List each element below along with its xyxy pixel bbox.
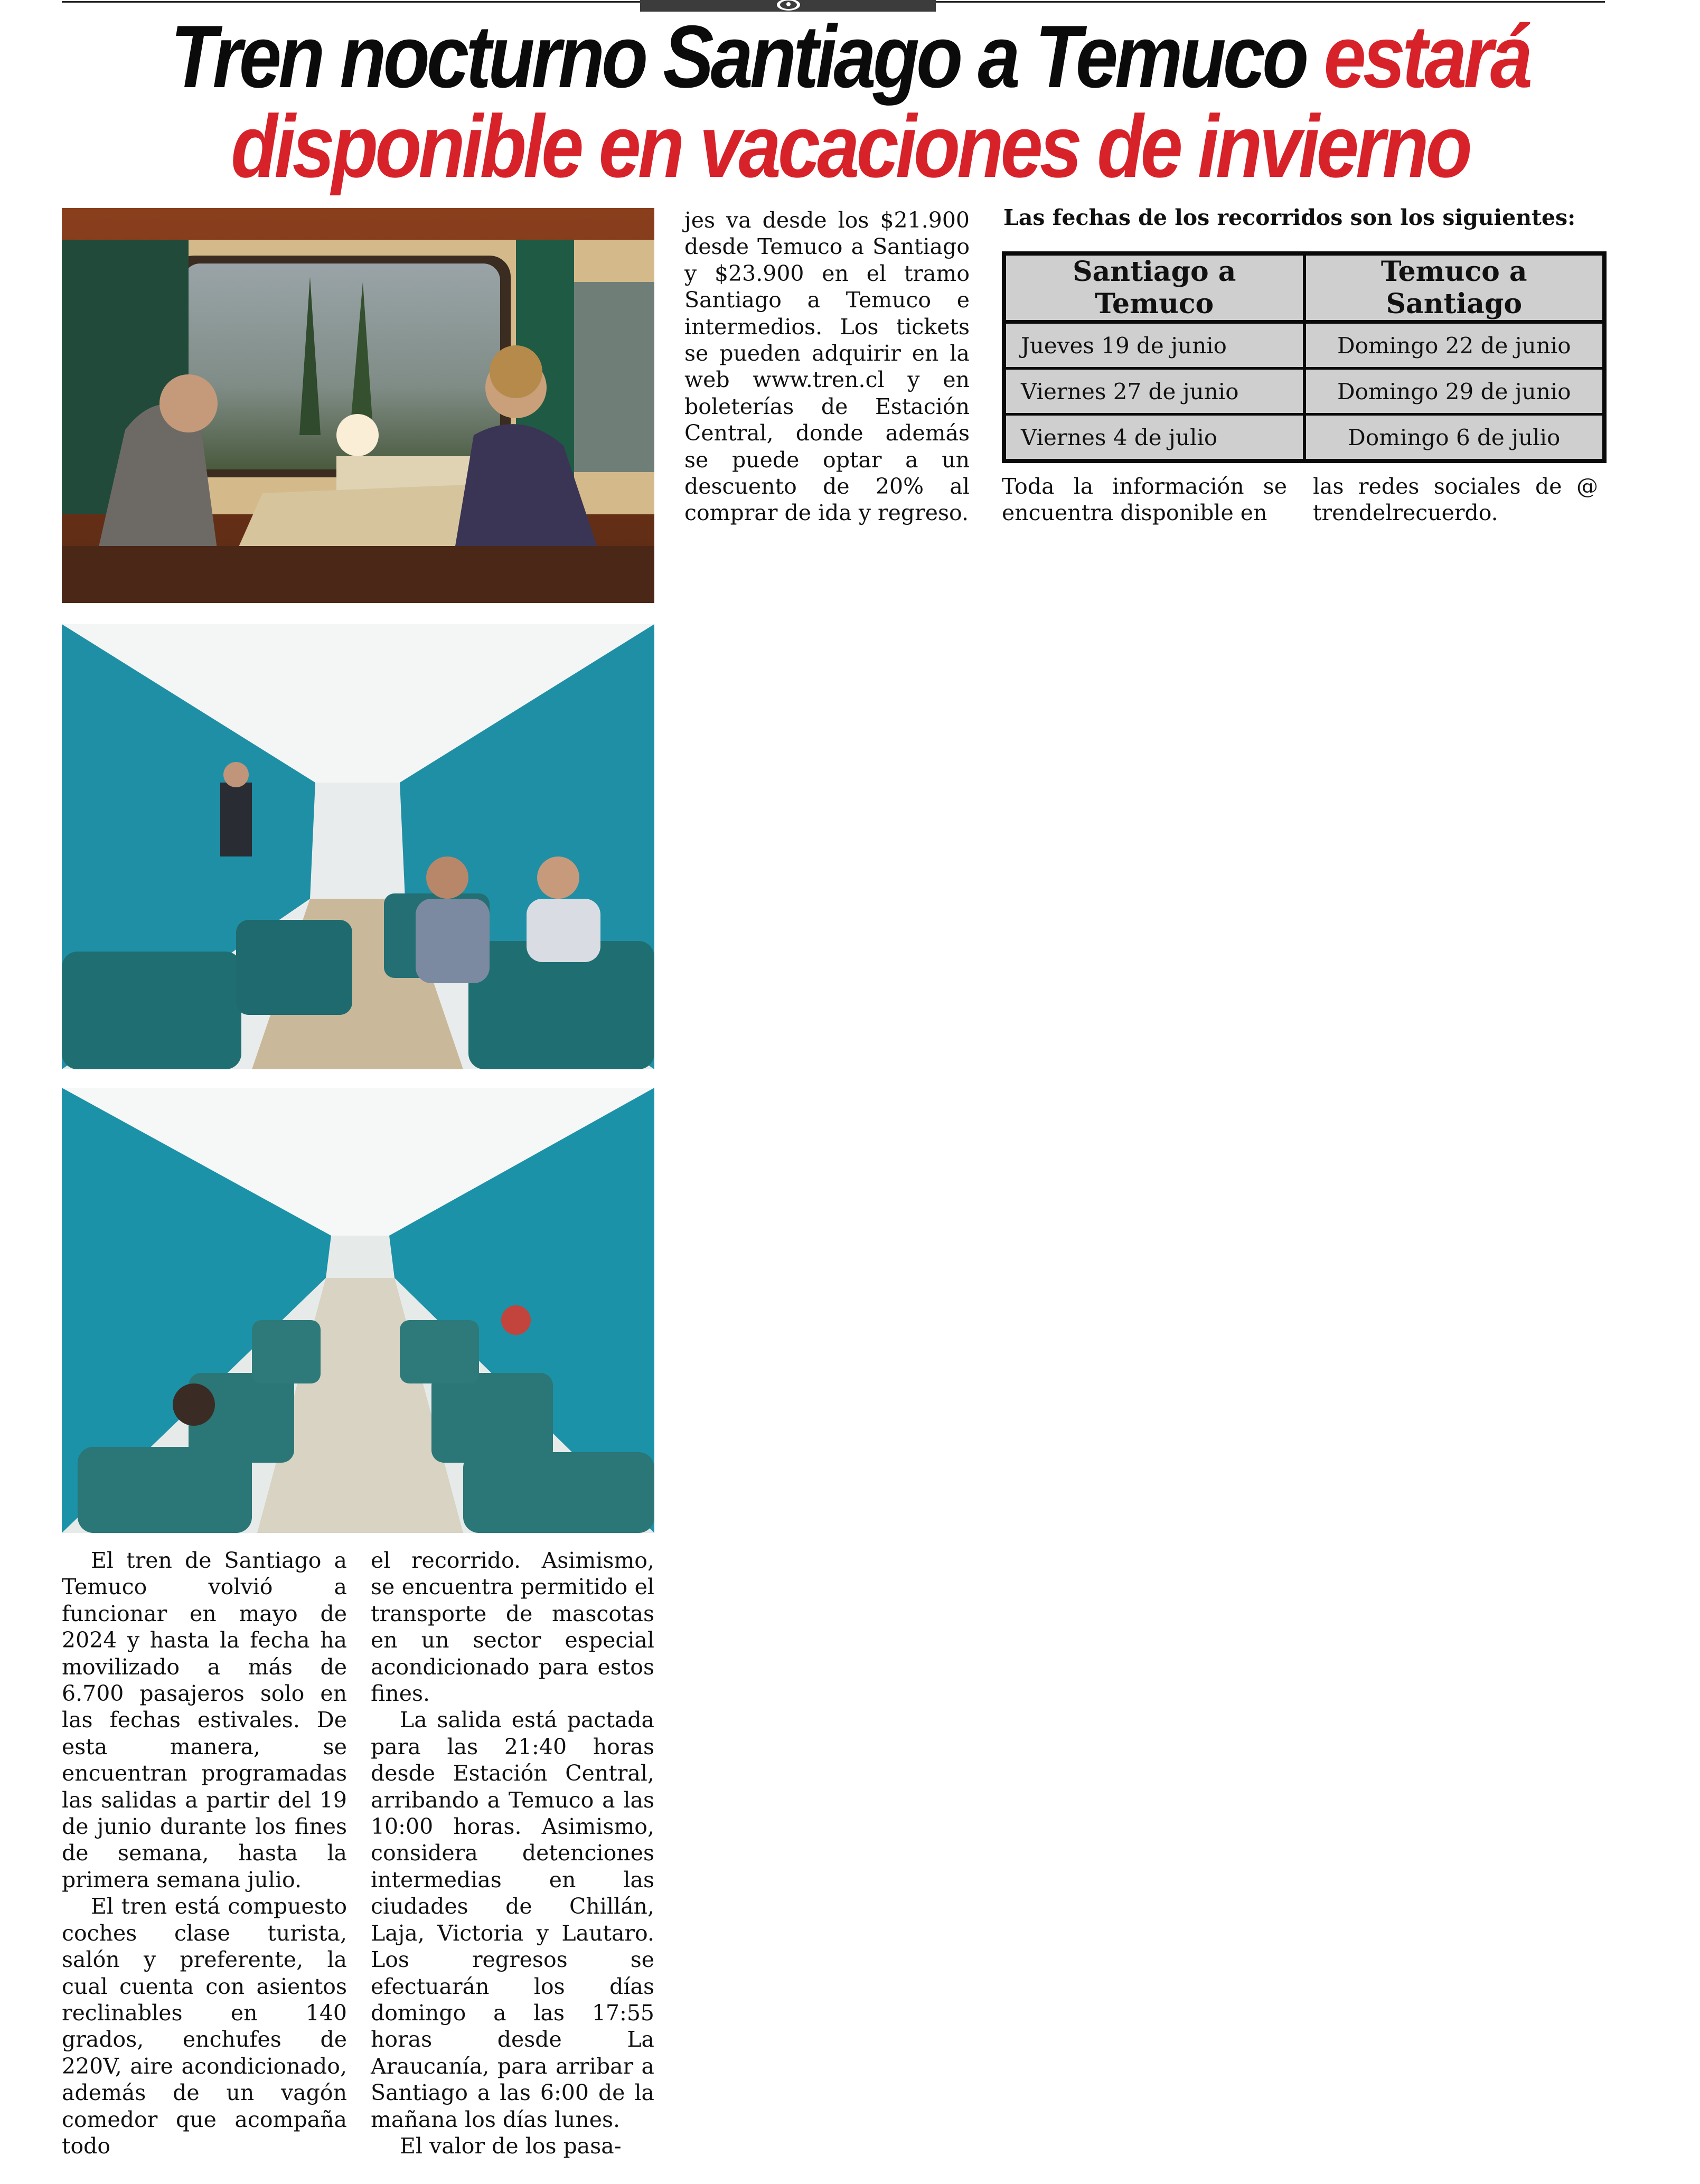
paragraph: El valor de los pasa-: [400, 2133, 622, 2159]
paragraph: El tren está compuesto coches clase turista, salón y preferente, la cual cuenta con asientos reclinables en 140 grados, enchufes de 220V, aire acondicionado, además de un vagón comedor que acompaña todo: [62, 1894, 347, 2159]
paragraph: las redes sociales de @ trendelrecuerdo.: [1313, 474, 1598, 526]
photo-dining-car: [62, 208, 654, 603]
paragraph: jes va desde los $21.900 desde Temuco a Santiago y $23.900 en el tramo Santiago a Temuco e intermedios. Los tickets se pueden adquirir en la web www.tren.cl y en boleterías de Estación Central, donde además se puede optar a un descuento de 20% al comprar de ida y regreso.: [684, 208, 970, 526]
table-cell: Domingo 6 de julio: [1304, 415, 1605, 462]
headline-red-part-1: estará: [1323, 7, 1530, 106]
column-header: Santiago a Temuco: [1004, 253, 1304, 322]
body-column-left: [62, 1547, 347, 2159]
table-cell: Jueves 19 de junio: [1004, 322, 1304, 369]
column-header: Temuco a Santiago: [1304, 253, 1605, 322]
body-column-right: [371, 1547, 654, 2159]
table-row: [1004, 322, 1604, 369]
table-cell: Viernes 27 de junio: [1004, 369, 1304, 415]
paragraph: La salida está pactada para las 21:40 horas desde Estación Central, arribando a Temuco a las 10:00 horas. Asimismo, considera detenciones intermedias en las ciudades de Chillán, Laja, Victoria y Lautaro. Los regresos se efectuarán los días domingo a las 17:55 horas desde La Araucanía, para arribar a Santiago a las 6:00 de la mañana los días lunes.: [371, 1707, 654, 2132]
photo-carriage-interior-2: [62, 1088, 654, 1533]
paragraph: el recorrido. Asimismo, se encuentra permitido el transporte de mascotas en un sector especial acondicionado para estos fines.: [371, 1548, 654, 1707]
photo-carriage-interior-1: [62, 624, 654, 1069]
dates-table: [1002, 251, 1607, 463]
body-column-middle: [684, 207, 970, 526]
table-row: [1004, 415, 1604, 462]
paragraph: El tren de Santiago a Temuco volvió a funcionar en mayo de 2024 y hasta la fecha ha movilizado a más de 6.700 pasajeros solo en las fechas estivales. De esta manera, se encuentran programadas las salidas a partir del 19 de junio durante los fines de semana, hasta la primera semana julio.: [62, 1548, 347, 1893]
headline-red-part-2: disponible en vacaciones de invierno: [231, 97, 1469, 196]
table-header-row: [1004, 253, 1604, 322]
table-cell: Domingo 22 de junio: [1304, 322, 1605, 369]
table-cell: Viernes 4 de julio: [1004, 415, 1304, 462]
table-cell: Domingo 29 de junio: [1304, 369, 1605, 415]
headline: [119, 7, 1581, 196]
paragraph: Toda la información se encuentra disponible en: [1002, 474, 1287, 526]
table-caption: Las fechas de los recorridos son los siguientes:: [1003, 205, 1576, 230]
headline-black-part: Tren nocturno Santiago a Temuco: [170, 7, 1306, 106]
note-column-right: [1313, 473, 1598, 526]
table-row: [1004, 369, 1604, 415]
note-column-left: [1002, 473, 1287, 526]
